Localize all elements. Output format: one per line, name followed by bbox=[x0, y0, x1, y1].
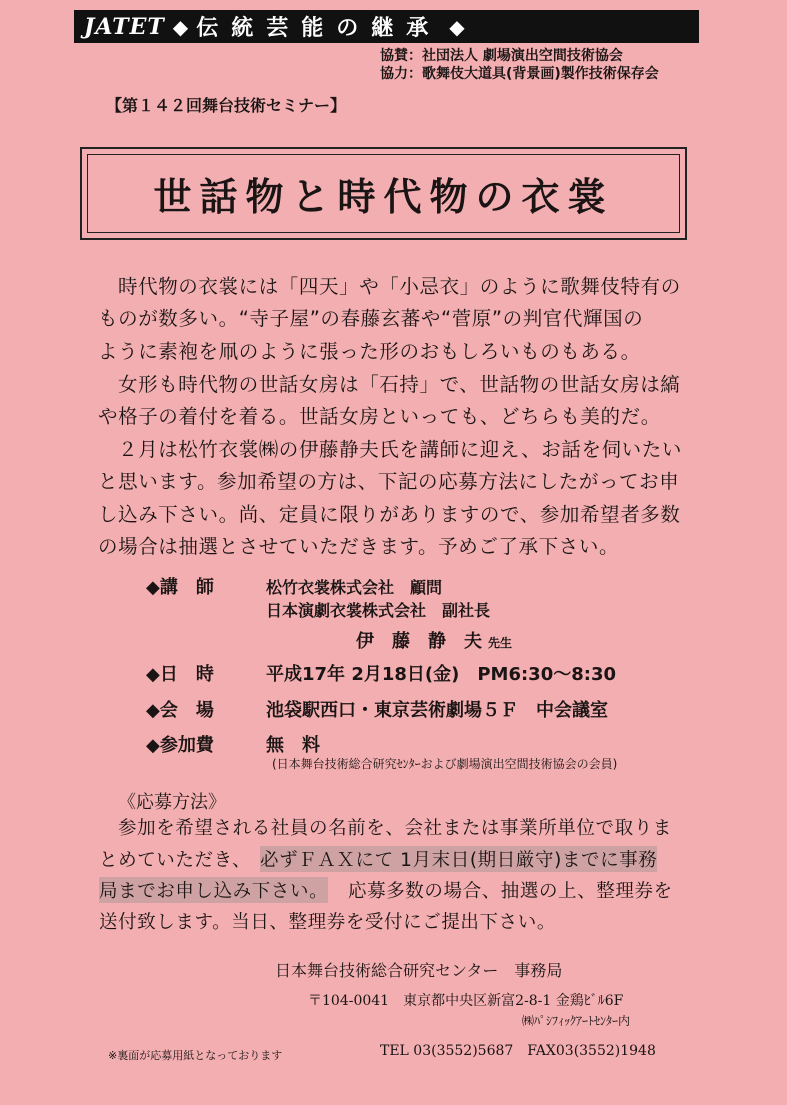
office-care-of: ㈱ﾊﾟｼﾌｨｯｸｱｰﾄｾﾝﾀｰ内 bbox=[522, 1014, 631, 1028]
header-banner bbox=[74, 10, 699, 43]
apply-heading: 《応募方法》 bbox=[118, 792, 226, 813]
date-label: ◆日 時 bbox=[146, 664, 214, 685]
banner-title: 伝統芸能の継承 bbox=[196, 15, 442, 41]
intro-line: や格子の着付を着る。世話女房といっても、どちらも美的だ。 bbox=[98, 405, 661, 428]
intro-line: 時代物の衣裳には「四天」や「小忌衣」のように歌舞伎特有の bbox=[118, 275, 681, 298]
office-address: 〒104-0041 東京都中央区新富2-8-1 金鶏ﾋﾞﾙ6F bbox=[308, 993, 624, 1009]
apply-highlight: 局までお申し込み下さい。 bbox=[99, 877, 328, 903]
lecturer-name: 伊 藤 静 夫 bbox=[356, 631, 482, 652]
diamond-icon: ◆ bbox=[449, 14, 465, 39]
lecturer-org-1: 松竹衣裳株式会社 顧問 bbox=[266, 578, 443, 597]
apply-line: 参加を希望される社員の名前を、会社または事業所単位で取りま bbox=[118, 818, 672, 839]
cooperation-line: 協力：歌舞伎大道具(背景画)製作技術保存会 bbox=[380, 66, 659, 82]
intro-line: と思います。参加希望の方は、下記の応募方法にしたがってお申 bbox=[98, 470, 680, 493]
date-value: 平成17年 2月18日(金) PM6:30～8:30 bbox=[266, 664, 616, 685]
lecturer-org-2: 日本演劇衣裳株式会社 副社長 bbox=[266, 601, 491, 620]
intro-line: ように素袍を凧のように張った形のおもしろいものもある。 bbox=[98, 340, 641, 363]
intro-line: ２月は松竹衣裳㈱の伊藤静夫氏を講師に迎え、お話を伺いたい bbox=[118, 438, 682, 461]
intro-line: ものが数多い。“寺子屋”の春藤玄蕃や“菅原”の判官代輝国の bbox=[98, 307, 644, 330]
apply-line: とめていただき、 bbox=[99, 850, 252, 871]
venue-label: ◆会 場 bbox=[146, 700, 214, 721]
lecturer-label: ◆講 師 bbox=[146, 577, 214, 598]
title-frame bbox=[80, 147, 687, 240]
fee-note: (日本舞台技術総合研究ｾﾝﾀｰおよび劇場演出空間技術協会の会員) bbox=[272, 757, 618, 771]
intro-line: の場合は抽選とさせていただきます。予めご了承下さい。 bbox=[98, 535, 620, 558]
office-name: 日本舞台技術総合研究センター 事務局 bbox=[275, 961, 563, 980]
jatet-logo: JATET bbox=[84, 13, 165, 40]
office-tel-fax: TEL 03(3552)5687 FAX03(3552)1948 bbox=[380, 1043, 656, 1059]
fee-label: ◆参加費 bbox=[146, 735, 214, 756]
apply-line: 送付致します。当日、整理券を受付にご提出下さい。 bbox=[99, 912, 556, 933]
seminar-label: 【第１４２回舞台技術セミナー】 bbox=[106, 96, 347, 115]
diamond-icon: ◆ bbox=[172, 14, 189, 39]
sponsor-line: 協賛：社団法人 劇場演出空間技術協会 bbox=[380, 48, 623, 64]
venue-value: 池袋駅西口・東京芸術劇場５Ｆ 中会議室 bbox=[266, 700, 608, 721]
apply-highlight: 必ずＦＡＸにて 1月末日(期日厳守)までに事務 bbox=[260, 846, 657, 872]
fee-value: 無 料 bbox=[266, 735, 320, 756]
intro-line: し込み下さい。尚、定員に限りがありますので、参加希望者多数 bbox=[98, 503, 681, 526]
lecturer-honorific: 先生 bbox=[488, 636, 513, 650]
apply-line: 応募多数の場合、抽選の上、整理券を bbox=[348, 881, 673, 902]
intro-line: 女形も時代物の世話女房は「石持」で、世話物の世話女房は縞 bbox=[118, 373, 681, 396]
page-title: 世話物と時代物の衣裳 bbox=[153, 174, 614, 219]
footnote: ※裏面が応募用紙となっております bbox=[108, 1049, 283, 1062]
